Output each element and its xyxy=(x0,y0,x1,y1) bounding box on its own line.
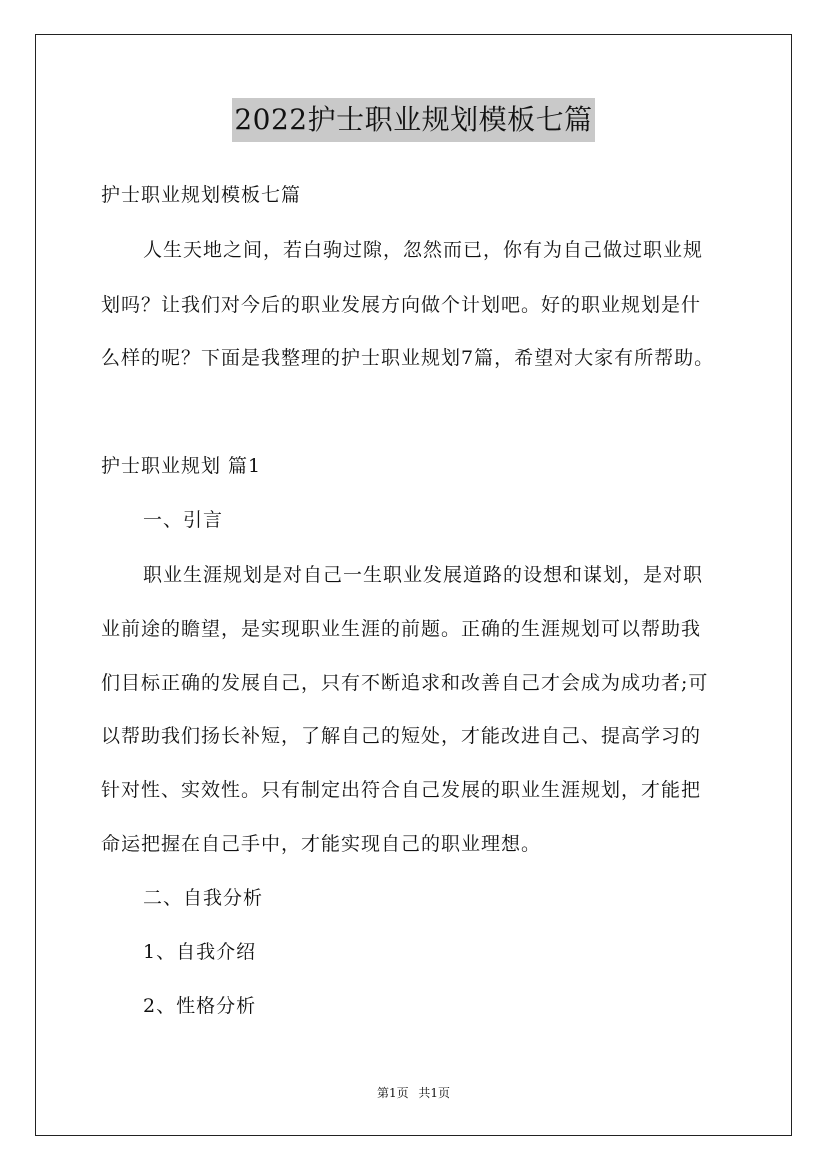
part1-line-4: 以帮助我们扬长补短，了解自己的短处，才能改进自己、提高学习的 xyxy=(101,725,702,747)
document-subtitle: 护士职业规划模板七篇 xyxy=(101,184,302,206)
intro-line-3: 么样的呢？下面是我整理的护士职业规划7篇，希望对大家有所帮助。 xyxy=(101,347,715,369)
page-number: 第1页 xyxy=(376,1086,409,1100)
part1-line-6: 命运把握在自己手中，才能实现自己的职业理想。 xyxy=(101,833,542,855)
page-total: 共1页 xyxy=(418,1086,451,1100)
intro-line-2: 划吗？让我们对今后的职业发展方向做个计划吧。好的职业规划是什 xyxy=(101,294,702,316)
list-item-1: 1、自我介绍 xyxy=(143,941,257,963)
part1-line-2: 业前途的瞻望，是实现职业生涯的前题。正确的生涯规划可以帮助我 xyxy=(101,618,702,640)
title-container xyxy=(0,98,827,142)
page-footer xyxy=(0,1084,827,1101)
section-heading: 护士职业规划 篇1 xyxy=(101,455,262,477)
part1-line-5: 针对性、实效性。只有制定出符合自己发展的职业生涯规划，才能把 xyxy=(101,779,702,801)
list-item-2: 2、性格分析 xyxy=(143,995,257,1017)
part1-heading: 一、引言 xyxy=(143,509,224,531)
part1-line-1: 职业生涯规划是对自己一生职业发展道路的设想和谋划，是对职 xyxy=(143,564,704,586)
part2-heading: 二、自我分析 xyxy=(143,887,264,909)
part1-line-3: 们目标正确的发展自己，只有不断追求和改善自己才会成为成功者;可 xyxy=(101,672,709,694)
intro-line-1: 人生天地之间，若白驹过隙，忽然而已，你有为自己做过职业规 xyxy=(143,239,704,261)
document-title: 2022护士职业规划模板七篇 xyxy=(232,98,594,142)
